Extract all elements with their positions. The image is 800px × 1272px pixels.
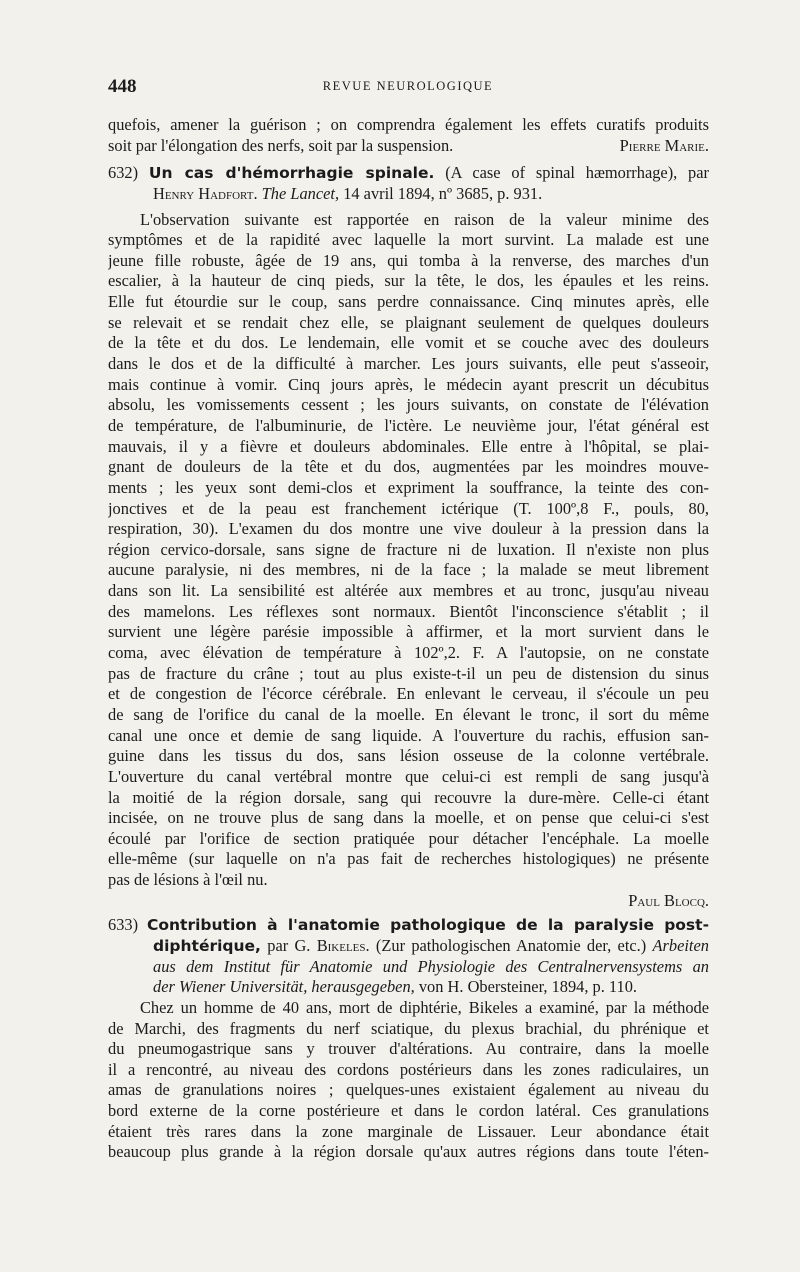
- article-source: [108, 977, 709, 998]
- signature: Paul Blocq.: [628, 890, 709, 910]
- text-line: dans son lit. La sensibilité est altérée aux membres et au tronc, jusqu'au niveau: [108, 581, 709, 601]
- text-line: guine dans les tissus du dos, sans lésion osseuse de la colonne vertébrale.: [108, 746, 709, 766]
- text-line: gnant de douleurs de la tête et du dos, augmentées par les moindres mouve-: [108, 457, 709, 477]
- text-line: il a rencontré, au niveau des cordons postérieurs dans les zones radiculaires, un: [108, 1059, 709, 1079]
- text-line: étaient très rares dans la zone marginale de Lissauer. Leur abondance était: [108, 1121, 709, 1141]
- article-title: Un cas d'hémorrhagie spinale.: [148, 164, 435, 183]
- text-line: pas de fracture du crâne ; tout au plus existe-t-il un peu de distension du sinus: [108, 663, 709, 683]
- text-line: de température, de l'albuminurie, de l'ictère. Le neuvième jour, l'état général est: [108, 415, 709, 435]
- text-line: des mamelons. Les réflexes sont normaux. Bientôt l'inconscience s'établit ; il: [108, 601, 709, 621]
- source-title: Arbeiten: [652, 935, 709, 955]
- text-line: pas de lésions à l'œil nu.: [108, 870, 268, 890]
- article-citation: [108, 184, 709, 205]
- text-line: respiration, 30). L'examen du dos montre une vive douleur à la pression dans la: [108, 519, 709, 539]
- text-line: L'ouverture du canal vertébral montre que celui-ci est rempli de sang jusqu'à: [108, 766, 709, 786]
- text-line: [108, 891, 709, 912]
- page-body: [108, 115, 709, 1163]
- text-line: région cervico-dorsale, sans signe de fracture ni de luxation. Il n'existe non plus: [108, 539, 709, 559]
- article-title: Contribution à l'anatomie pathologique de la paralysie post-: [146, 916, 709, 935]
- text-line: ments ; les yeux sont demi-clos et expriment la souffrance, la teinte des con-: [108, 477, 709, 497]
- text-line: escalier, à la hauteur de cinq pieds, sur la tête, le dos, les épaules et les reins.: [108, 271, 709, 291]
- text-line: mauvais, il y a fièvre et douleurs abdominales. Elle entre à l'hôpital, se plai-: [108, 436, 709, 456]
- article-number: 632): [108, 163, 139, 183]
- author-name: Bikeles.: [316, 935, 370, 955]
- text-line: Chez un homme de 40 ans, mort de diphtérie, Bikeles a examiné, par la méthode: [140, 997, 709, 1017]
- text-line: symptômes et de la rapidité avec laquelle la mort survint. La malade est une: [108, 230, 709, 250]
- running-title: REVUE NEUROLOGIQUE: [322, 79, 494, 93]
- text-line: amas de granulations noires ; quelques-unes existaient également au niveau du: [108, 1080, 709, 1100]
- text-line: du pneumogastrique sans y trouver d'altérations. Au contraire, dans la moelle: [108, 1039, 709, 1059]
- article-title-rest: (A case of spinal hæmorrhage), par: [445, 163, 709, 183]
- text-line: aucune paralysie, ni des membres, ni de la face ; la malade se meut librement: [108, 560, 709, 580]
- text-line: de Marchi, des fragments du nerf sciatique, du plexus brachial, du phrénique et: [108, 1018, 709, 1038]
- text-line: de sang de l'orifice du canal de la moelle. En élevant le tronc, il sort du même: [108, 704, 709, 724]
- page-header: [108, 76, 708, 100]
- article-heading: [108, 163, 709, 184]
- signature: Pierre Marie.: [619, 135, 709, 155]
- text-line: bord externe de la corne postérieure et dans le cordon latéral. Ces granulations: [108, 1101, 709, 1121]
- text-line: canal une once et demie de sang liquide. A l'ouverture du rachis, effusion san-: [108, 725, 709, 745]
- text-line: Elle fut étourdie sur le coup, sans perdre connaissance. Cinq minutes après, elle: [108, 292, 709, 312]
- text-line: coma, avec élévation de température à 102º,2. F. A l'autopsie, on ne constate: [108, 643, 709, 663]
- author-prefix: par G.: [267, 935, 311, 955]
- page-number: 448: [108, 76, 137, 97]
- text-line: absolu, les vomissements cessent ; les jours suivants, on constate de l'élévation: [108, 395, 709, 415]
- text-line: écoulé par l'orifice de section pratiquée pour détacher l'encéphale. La moelle: [108, 828, 709, 848]
- source-title: aus dem Institut für Anatomie und Physiologie des Centralnervensystems an: [153, 956, 709, 976]
- text-line: la moitié de la région dorsale, sang qui recouvre la dure-mère. Celle-ci étant: [108, 787, 709, 807]
- text-line: mais continue à vomir. Cinq jours après, le médecin ayant prescrit un décubitus: [108, 374, 709, 394]
- text-line: L'observation suivante est rapportée en raison de la valeur minime des: [140, 209, 709, 229]
- text-line: quefois, amener la guérison ; on comprendra également les effets curatifs produits: [108, 115, 709, 134]
- text-line: dans le dos et de la difficulté à marcher. Les jours suivants, elle peut s'asseoir,: [108, 354, 709, 374]
- text-line: se relevait et se rendait chez elle, se plaignant seulement de quelques douleurs: [108, 312, 709, 332]
- text-line: jonctives et de la peau est franchement ictérique (T. 100º,8 F., pouls, 80,: [108, 498, 709, 518]
- citation-details: 14 avril 1894, nº 3685, p. 931.: [343, 183, 543, 203]
- text-line: [108, 136, 709, 157]
- article-source: [108, 957, 709, 978]
- text-line: jeune fille robuste, âgée de 19 ans, qui tomba à la renverse, des marches d'un: [108, 250, 709, 270]
- journal-name: The Lancet,: [261, 183, 340, 203]
- text-line: incisée, on ne trouve plus de sang dans la moelle, et on pense que celui-ci s'est: [108, 808, 709, 828]
- article-heading-cont: [108, 936, 709, 957]
- text-line: et de congestion de l'écorce cérébrale. En enlevant le cerveau, il s'écoule un peu: [108, 684, 709, 704]
- text-line: beaucoup plus grande à la région dorsale qu'aux autres régions dans toute l'éten-: [108, 1142, 709, 1162]
- text-line: de la tête et du dos. Le lendemain, elle vomit et se couche avec des douleurs: [108, 333, 709, 353]
- text-line: elle-même (sur laquelle on n'a pas fait de recherches histologiques) ne présente: [108, 849, 709, 869]
- source-title: der Wiener Universität, herausgegeben,: [153, 977, 415, 997]
- article-number: 633): [108, 915, 139, 935]
- citation-details: von H. Obersteiner, 1894, p. 110.: [418, 977, 638, 997]
- text-fragment: soit par l'élongation des nerfs, soit par la suspension.: [108, 135, 454, 155]
- text-line: survient une légère parésie impossible à affirmer, et la mort survient dans le: [108, 622, 709, 642]
- german-title: (Zur pathologischen Anatomie der, etc.): [375, 935, 647, 955]
- article-heading: [108, 915, 709, 936]
- article-title-cont: diphtérique,: [153, 936, 261, 955]
- author-name: Henry Hadfort.: [153, 183, 258, 203]
